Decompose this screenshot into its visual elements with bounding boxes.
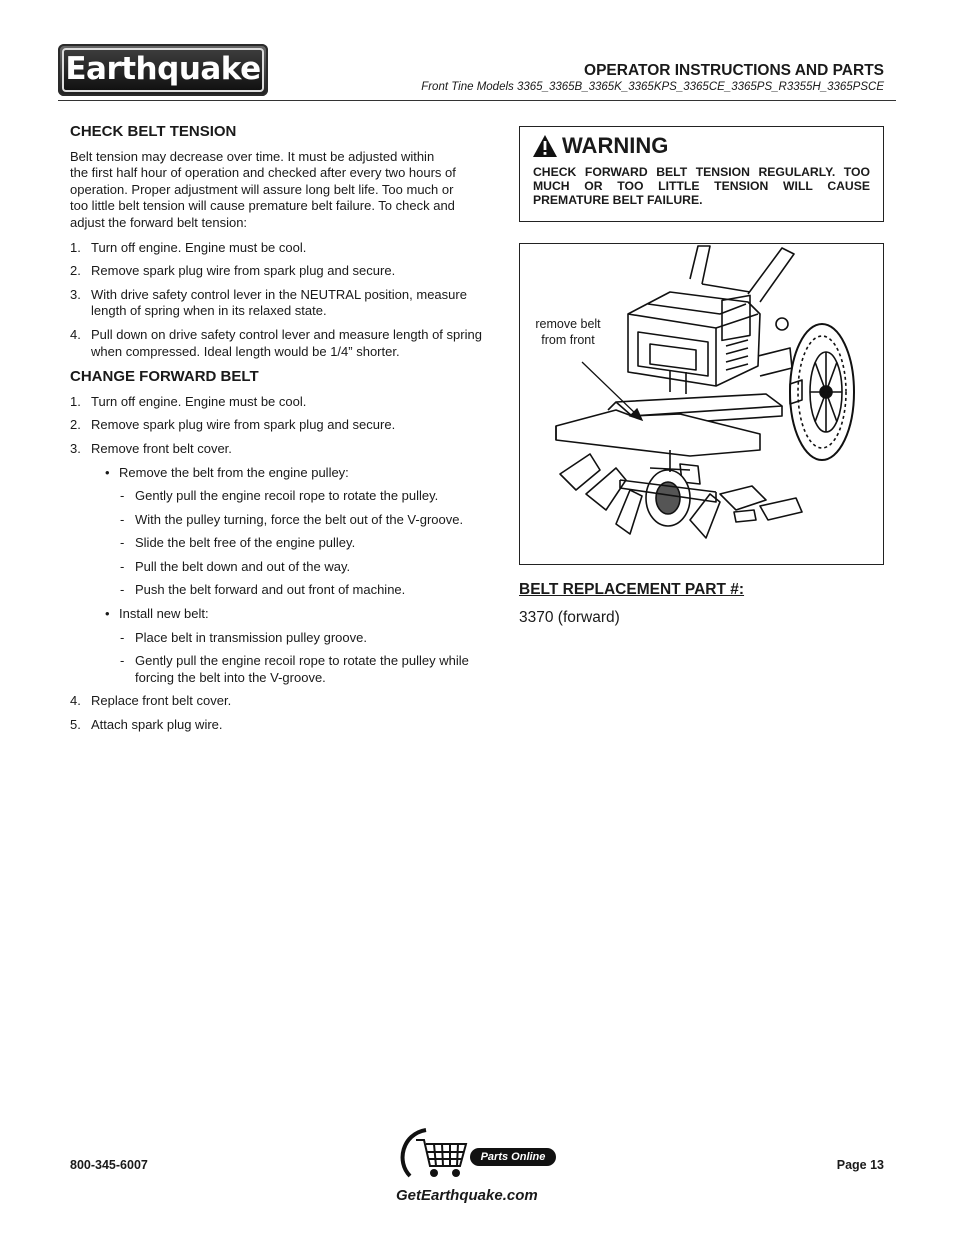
step-text: Pull down on drive safety control lever and measure length of spring when compressed. Ideal length would be 1/4” shorter. xyxy=(91,326,482,359)
bullet-text: Install new belt: xyxy=(119,606,209,622)
belt-part-title: BELT REPLACEMENT PART #: xyxy=(519,581,745,598)
bullet-mark: • xyxy=(105,606,110,622)
dash-text: With the pulley turning, force the belt out of the V-groove. xyxy=(135,511,464,527)
header-divider xyxy=(58,100,896,101)
dash-list xyxy=(119,630,495,687)
parts-online-badge: Parts Online xyxy=(480,1151,546,1163)
step-text: Attach spark plug wire. xyxy=(91,717,223,733)
step-number: 4. xyxy=(70,326,81,342)
check-belt-intro xyxy=(70,149,495,232)
check-belt-heading: CHECK BELT TENSION xyxy=(70,123,237,140)
dash-item xyxy=(120,559,495,576)
warning-triangle-icon xyxy=(532,134,558,158)
check-belt-steps xyxy=(70,240,495,361)
step-item xyxy=(70,441,495,687)
dash-item xyxy=(120,535,495,552)
phone-number: 800-345-6007 xyxy=(70,1158,148,1172)
callout-label: remove belt from front xyxy=(535,317,601,347)
dash-item xyxy=(120,488,495,505)
step-number: 2. xyxy=(70,417,81,433)
dash-mark: - xyxy=(120,558,125,574)
warning-text: CHECK FORWARD BELT TENSION REGULARLY. TOO MUCH OR TOO LITTLE TENSION WILL CAUSE PREMATURE BELT FAILURE. xyxy=(533,165,870,207)
model-list: Front Tine Models 3365_3365B_3365K_3365KPS_3365CE_3365PS_R3355H_3365PSCE xyxy=(421,81,884,93)
intro-line: operation. Proper adjustment will assure long belt life. Too much or xyxy=(70,181,454,197)
intro-line: Belt tension may decrease over time. It must be adjusted within xyxy=(70,148,435,164)
instructions-column xyxy=(70,124,495,741)
step-text: Turn off engine. Engine must be cool. xyxy=(91,393,307,409)
dash-mark: - xyxy=(120,629,125,645)
bullet-item xyxy=(105,465,495,600)
step-number: 3. xyxy=(70,440,81,456)
dash-mark: - xyxy=(120,511,125,527)
dash-text: Place belt in transmission pulley groove. xyxy=(135,629,367,645)
bullet-text: Remove the belt from the engine pulley: xyxy=(119,464,349,480)
step-item xyxy=(70,327,495,360)
warning-header xyxy=(532,133,668,159)
step-text: Remove spark plug wire from spark plug and secure. xyxy=(91,263,396,279)
dash-text: Gently pull the engine recoil rope to rotate the pulley while forcing the belt into the V-groove. xyxy=(135,653,469,685)
bullet-mark: • xyxy=(105,464,110,480)
dash-text: Push the belt forward and out front of machine. xyxy=(135,582,406,598)
warning-title: WARNING xyxy=(562,133,669,158)
belt-part-number: 3370 (forward) xyxy=(519,609,620,626)
warning-box xyxy=(519,126,884,222)
tiller-drawing xyxy=(520,244,882,563)
dash-list xyxy=(119,488,495,599)
step-number: 5. xyxy=(70,717,81,733)
step-number: 1. xyxy=(70,393,81,409)
intro-line: the first half hour of operation and checked after every two hours of xyxy=(70,165,456,181)
logo-text: Earthquake xyxy=(62,48,264,92)
step-item xyxy=(70,693,495,710)
dash-item xyxy=(120,630,495,647)
dash-mark: - xyxy=(120,653,125,669)
earthquake-logo xyxy=(58,44,268,96)
document-title: OPERATOR INSTRUCTIONS AND PARTS xyxy=(584,62,884,79)
dash-mark: - xyxy=(120,488,125,504)
dash-item xyxy=(120,512,495,529)
step-item xyxy=(70,417,495,434)
tiller-illustration xyxy=(519,243,884,565)
step-item xyxy=(70,394,495,411)
dash-item xyxy=(120,582,495,599)
dash-text: Slide the belt free of the engine pulley. xyxy=(135,535,356,551)
change-belt-heading: CHANGE FORWARD BELT xyxy=(70,368,259,386)
step-number: 4. xyxy=(70,693,81,709)
step-number: 3. xyxy=(70,286,81,302)
page-number: Page 13 xyxy=(836,1158,884,1172)
dash-item xyxy=(120,653,495,686)
step-number: 1. xyxy=(70,239,81,255)
change-belt-steps xyxy=(70,394,495,734)
step-item xyxy=(70,263,495,280)
intro-line: too little belt tension will cause premature belt failure. To check and xyxy=(70,198,455,214)
dash-text: Gently pull the engine recoil rope to rotate the pulley. xyxy=(135,488,439,504)
step-number: 2. xyxy=(70,263,81,279)
step-item xyxy=(70,240,495,257)
step-text: Remove spark plug wire from spark plug and secure. xyxy=(91,417,396,433)
intro-line: adjust the forward belt tension: xyxy=(70,214,248,230)
dash-mark: - xyxy=(120,582,125,598)
step-item xyxy=(70,287,495,320)
sub-bullets xyxy=(91,465,495,687)
website-url: GetEarthquake.com xyxy=(396,1187,538,1204)
parts-online-logo xyxy=(396,1126,558,1187)
step-text: Turn off engine. Engine must be cool. xyxy=(91,239,307,255)
dash-text: Pull the belt down and out of the way. xyxy=(135,558,351,574)
step-text: Remove front belt cover. xyxy=(91,440,232,456)
bullet-item xyxy=(105,606,495,686)
step-item xyxy=(70,717,495,734)
step-text: With drive safety control lever in the NEUTRAL position, measure length of spring when in its relaxed state. xyxy=(91,286,467,319)
step-text: Replace front belt cover. xyxy=(91,693,232,709)
dash-mark: - xyxy=(120,535,125,551)
